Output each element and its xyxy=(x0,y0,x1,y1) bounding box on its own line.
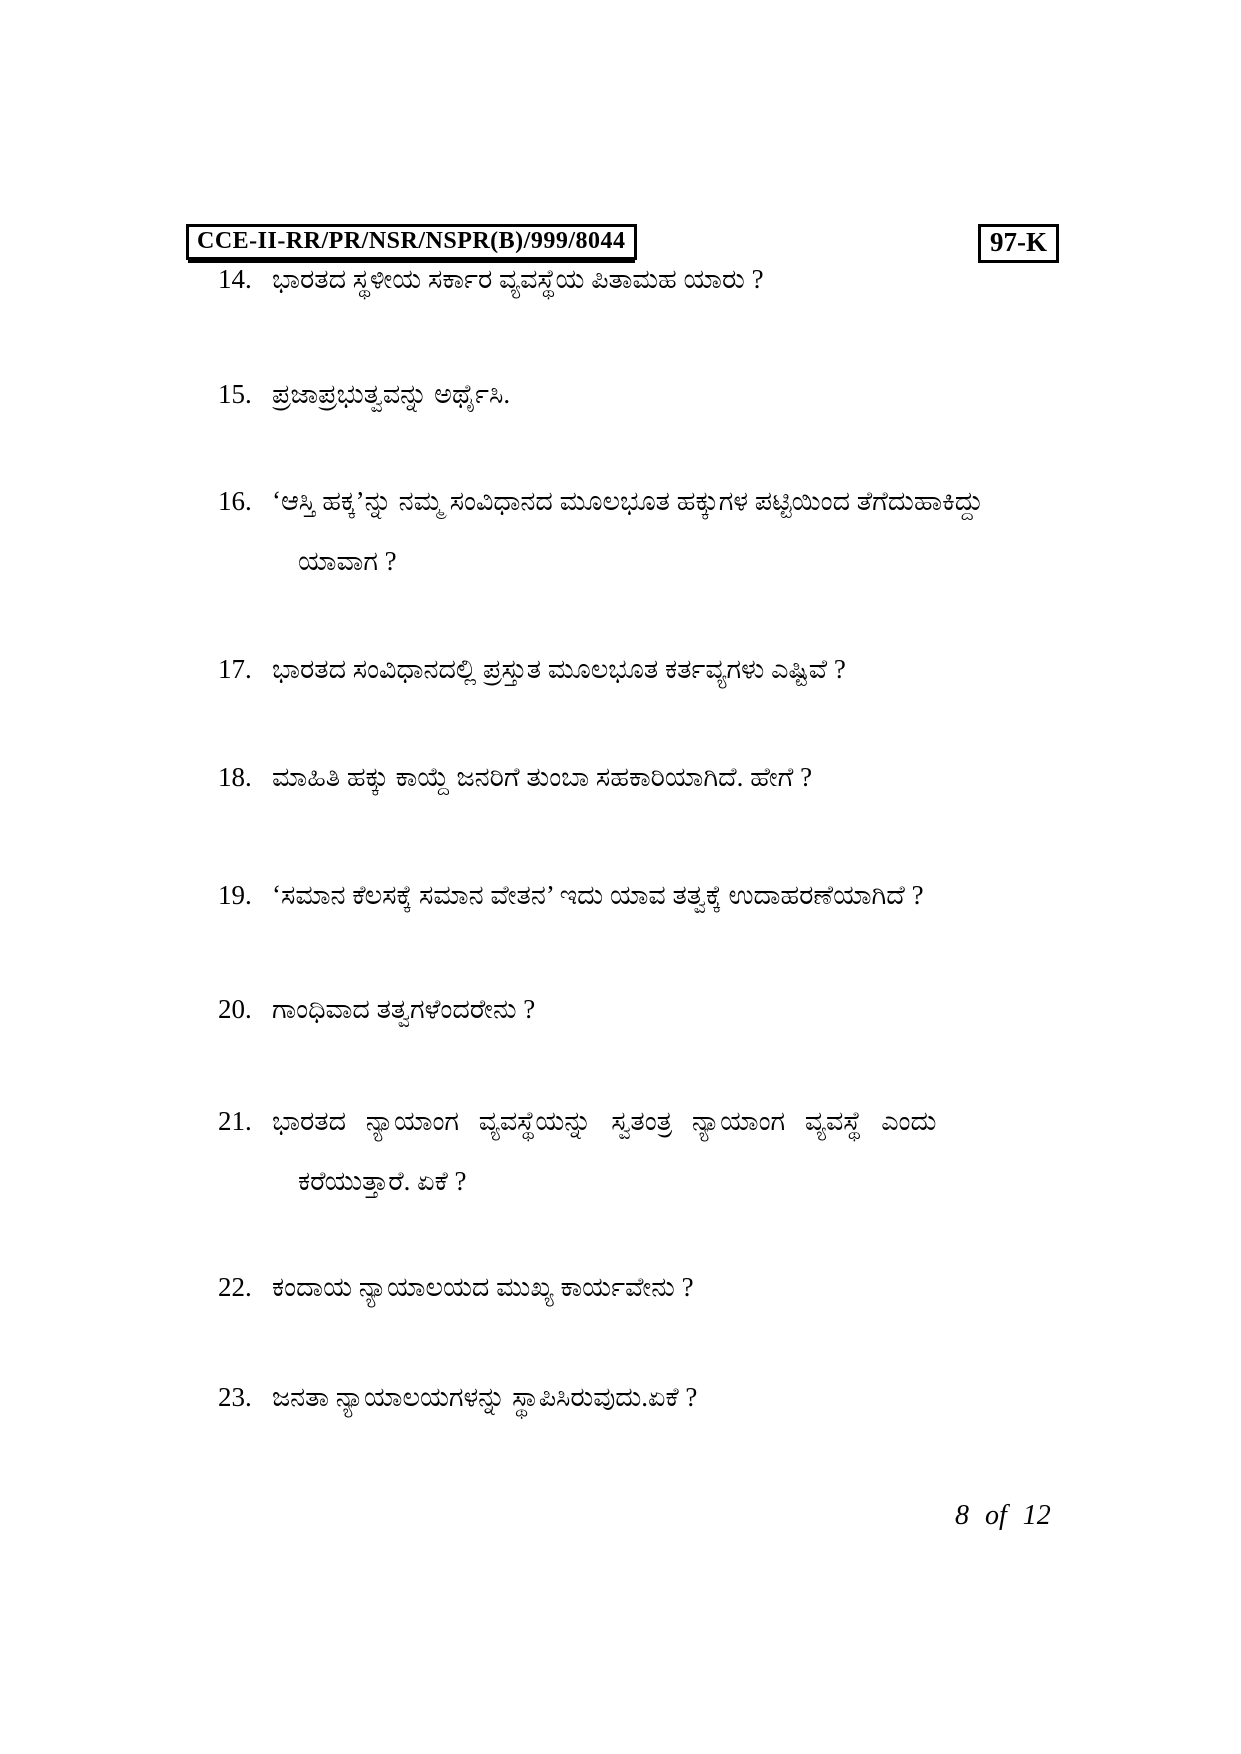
question-21 xyxy=(218,1104,1088,1198)
question-number: 16. xyxy=(218,486,252,516)
question-16 xyxy=(218,484,1088,578)
paper-code-box: 97-K xyxy=(978,224,1059,263)
question-14 xyxy=(218,262,1088,296)
question-number: 14. xyxy=(218,264,252,294)
question-text: ‘ಆಸ್ತಿ ಹಕ್ಕ’ನ್ನು ನಮ್ಮ ಸಂವಿಧಾನದ ಮೂಲಭೂತ ಹಕ್ಕುಗಳ ಪಟ್ಟಿಯಿಂದ ತೆಗೆದುಹಾಕಿದ್ದು xyxy=(272,486,984,516)
question-number: 15. xyxy=(218,379,252,409)
question-text: ಜನತಾ ನ್ಯಾಯಾಲಯಗಳನ್ನು ಸ್ಥಾಪಿಸಿರುವುದು.ಏಕೆ ? xyxy=(272,1382,698,1412)
question-23 xyxy=(218,1380,1088,1414)
exam-code-box: CCE-II-RR/PR/NSR/NSPR(B)/999/8044 xyxy=(186,224,637,260)
question-number: 22. xyxy=(218,1272,252,1302)
question-17 xyxy=(218,652,1088,686)
question-number: 17. xyxy=(218,654,252,684)
question-text: ಮಾಹಿತಿ ಹಕ್ಕು ಕಾಯ್ದೆ ಜನರಿಗೆ ತುಂಬಾ ಸಹಕಾರಿಯಾಗಿದೆ. ಹೇಗೆ ? xyxy=(272,762,813,792)
question-text: ಪ್ರಜಾಪ್ರಭುತ್ವವನ್ನು ಅರ್ಥೈಸಿ. xyxy=(272,379,511,409)
question-number: 21. xyxy=(218,1106,252,1136)
question-text: ಗಾಂಧಿವಾದ ತತ್ವಗಳೆಂದರೇನು ? xyxy=(272,994,536,1024)
question-number: 18. xyxy=(218,762,252,792)
question-19 xyxy=(218,878,1088,912)
question-text: ಭಾರತದ ನ್ಯಾಯಾಂಗ ವ್ಯವಸ್ಥೆಯನ್ನು ಸ್ವತಂತ್ರ ನ್ಯಾಯಾಂಗ ವ್ಯವಸ್ಥೆ ಎಂದು xyxy=(272,1106,937,1136)
question-20 xyxy=(218,992,1088,1026)
question-text: ‘ಸಮಾನ ಕೆಲಸಕ್ಕೆ ಸಮಾನ ವೇತನ’ ಇದು ಯಾವ ತತ್ವಕ್ಕೆ ಉದಾಹರಣೆಯಾಗಿದೆ ? xyxy=(272,880,924,910)
question-text: ಭಾರತದ ಸಂವಿಧಾನದಲ್ಲಿ ಪ್ರಸ್ತುತ ಮೂಲಭೂತ ಕರ್ತವ್ಯಗಳು ಎಷ್ಟಿವೆ ? xyxy=(272,654,846,684)
page-number-label: 8 of 12 xyxy=(955,1500,1051,1531)
question-number: 20. xyxy=(218,994,252,1024)
question-text-continuation: ಯಾವಾಗ ? xyxy=(298,546,397,576)
question-22 xyxy=(218,1270,1088,1304)
question-number: 19. xyxy=(218,880,252,910)
question-18 xyxy=(218,760,1088,794)
question-number: 23. xyxy=(218,1382,252,1412)
question-15 xyxy=(218,377,1088,411)
question-text-continuation: ಕರೆಯುತ್ತಾರೆ. ಏಕೆ ? xyxy=(298,1166,467,1196)
question-text: ಭಾರತದ ಸ್ಥಳೀಯ ಸರ್ಕಾರ ವ್ಯವಸ್ಥೆಯ ಪಿತಾಮಹ ಯಾರು ? xyxy=(272,264,764,294)
question-text: ಕಂದಾಯ ನ್ಯಾಯಾಲಯದ ಮುಖ್ಯ ಕಾರ್ಯವೇನು ? xyxy=(272,1272,694,1302)
